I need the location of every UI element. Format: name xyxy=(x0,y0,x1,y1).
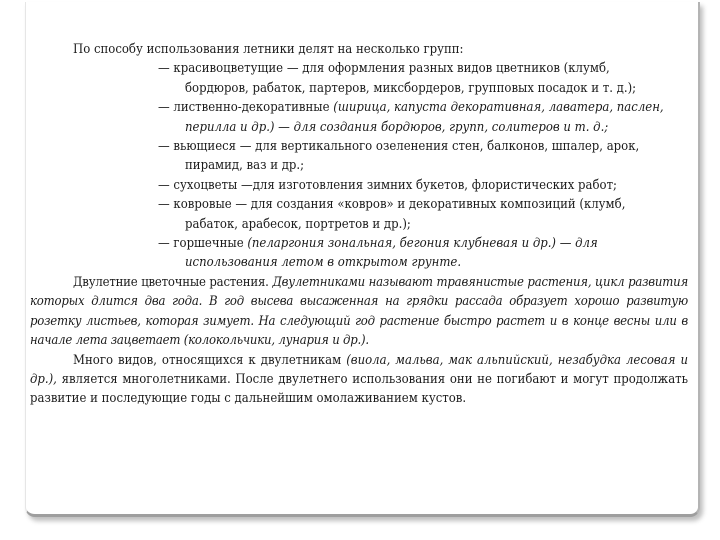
intro-paragraph: По способу использования летники делят на несколько групп: xyxy=(73,42,464,57)
biennial-lead: Двулетние цветочные растения. xyxy=(73,274,273,290)
list-item-foliage xyxy=(30,98,688,137)
list-item-italic: (ширица, капуста декоративная, лаватера, паслен, перилла и др.) — для создания бордюров, групп, солитеров и т. д.; xyxy=(185,100,664,135)
list-item-italic: (пеларгония зональная, бегония клубневая и др.) — для использования летом в открытом грунте. xyxy=(185,236,598,271)
list-item-text: — красивоцветущие — для оформления разных видов цветников (клумб, бордюров, рабаток, партеров, миксбордеров, групповых посадок и т. д.); xyxy=(158,61,637,96)
list-item-climbing xyxy=(30,137,688,176)
list-item-text: — лиственно-декоративные xyxy=(158,100,334,116)
list-item-text: — горшечные xyxy=(158,236,248,252)
list-item-potted xyxy=(30,234,688,273)
list-item-carpet xyxy=(30,195,688,234)
document-text xyxy=(30,40,688,409)
list-item-text: — вьющиеся — для вертикального озеленения стен, балконов, шпалер, арок, пирамид, ваз и др.; xyxy=(158,139,640,174)
many-end: является многолетниками. После двулетнего использования они не погибают и могут продолжать развитие и последующие годы с дальнейшим омолаживанием кустов. xyxy=(30,371,688,407)
many-italic: (виола, мальва, мак альпийский, незабудка лесовая и др.), xyxy=(30,352,689,387)
many-species-paragraph xyxy=(30,351,688,409)
list-item-text: — ковровые — для создания «ковров» и декоративных композиций (клумб, рабаток, арабесок, портретов и др.); xyxy=(158,197,626,232)
biennial-paragraph xyxy=(30,273,688,351)
biennial-italic: Двулетниками называют травянистые растения, цикл развития которых длится два года. В год высева высаженная на грядки рассада образует хорошо развитую розетку листьев, которая зимует. На следующий год растение быстро растет и в конце весны или в начале лета зацветает (колокольчики, лунария и др.). xyxy=(30,274,689,349)
list-item-dried xyxy=(30,176,688,195)
list-item-text: — сухоцветы —для изготовления зимних букетов, флористических работ; xyxy=(158,177,617,193)
many-start: Много видов, относящихся к двулетникам xyxy=(73,352,347,368)
list-item-flowering xyxy=(30,59,688,98)
